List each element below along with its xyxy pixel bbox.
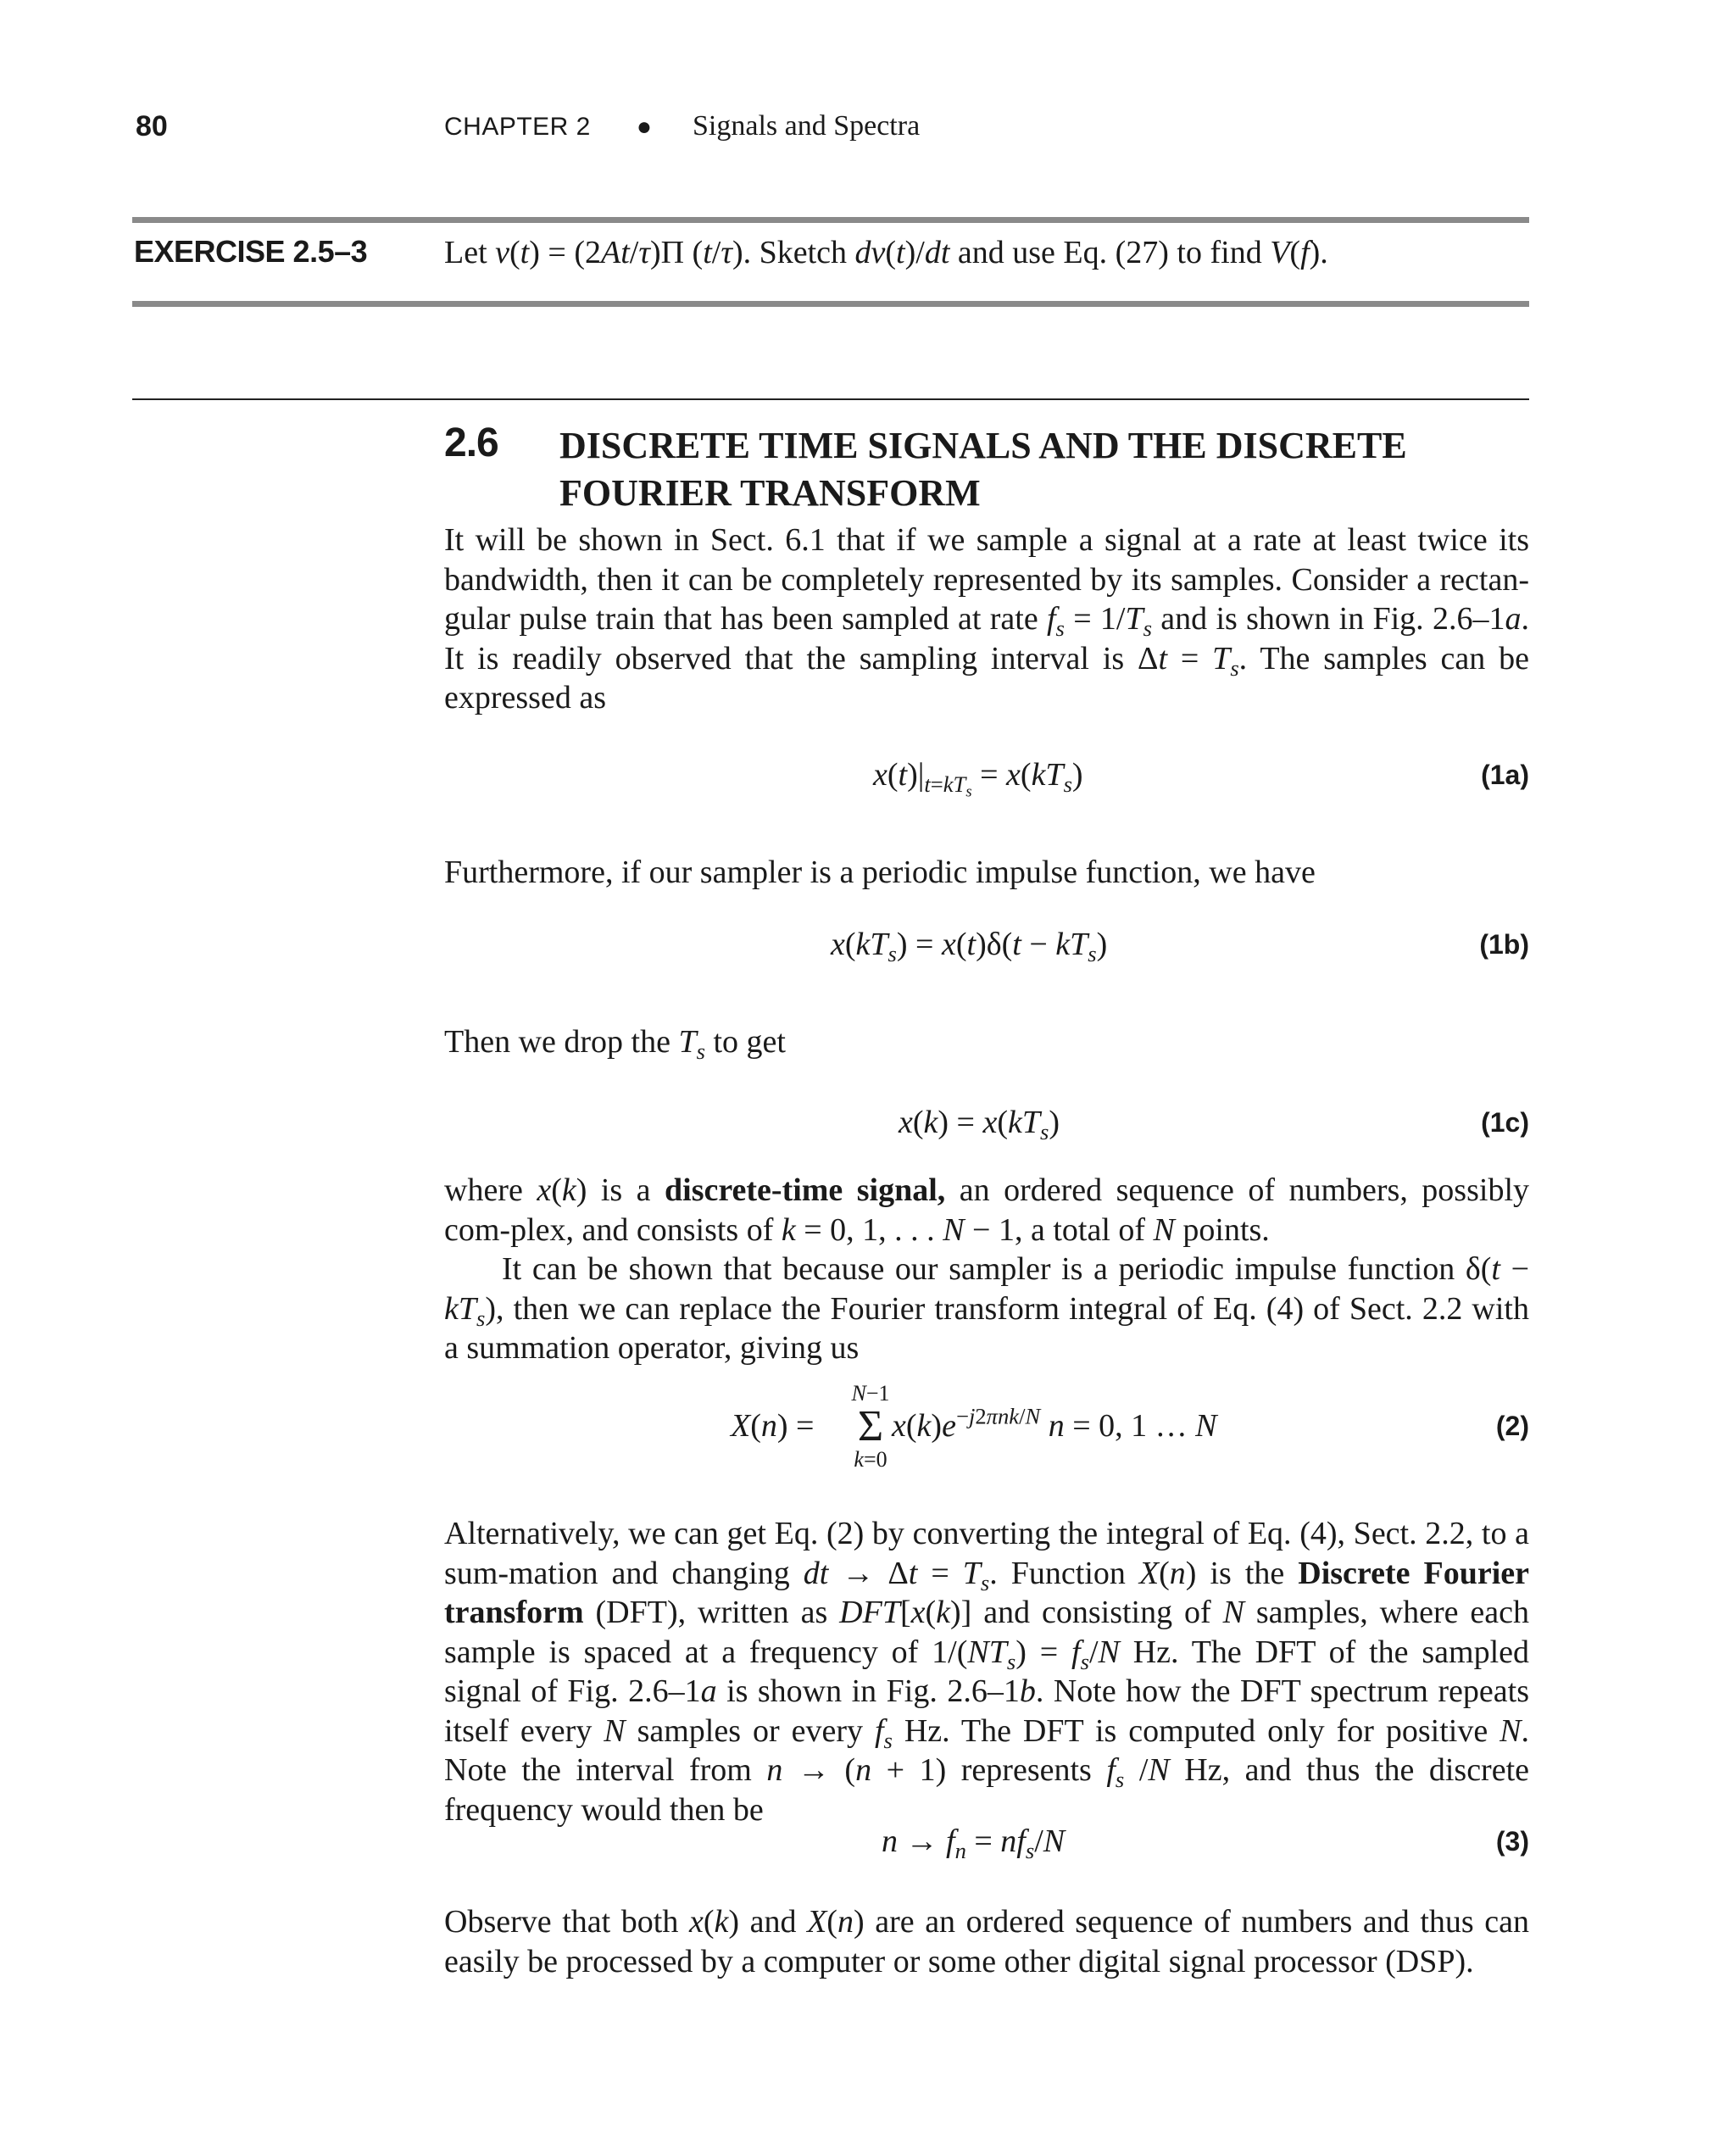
equation-3: $n \to f_n = nf_s/N$: [882, 1823, 1066, 1863]
exercise-text: Let v(t) = (2At/τ)Π (t/τ). Sketch dv(t)/dt and use Eq. (27) to find V(f).: [444, 235, 1328, 270]
exercise-label: EXERCISE 2.5–3: [134, 234, 368, 269]
paragraph-5: Alternatively, we can get Eq. (2) by converting the integral of Eq. (4), Sect. 2.2, to a sum-mation and changing dt → $\Delta t = T_s$. Function X(n) is the Discrete Fourier transform (DFT), written as DFT[x(k)] and consisting of N samples, where each sample is spaced at a frequency of $1/(NT_s) = f_s/N$ Hz. The DFT of the sampled signal of Fig. 2.6–1a is shown in Fig. 2.6–1b. Note how the DFT spectrum repeats itself every N samples or every $f_s$ Hz. The DFT is computed only for positive N. Note the interval from n → (n + 1) represents $f_s$ /N Hz, and thus the discrete frequency would then be: [444, 1516, 1530, 1828]
chapter-label: CHAPTER 2: [444, 113, 591, 141]
equation-2: X(n) = N−1 Σ k=0 $x(k)e^{-j2\pi nk/N}$ n = 0, 1 … N: [731, 1381, 1217, 1472]
paragraph-4: where x(k) is a discrete-time signal, an ordered sequence of numbers, possibly com-plex, and consists of k = 0, 1, . . . N − 1, a total of N points. It can be shown that because our sampler is a periodic impulse function $\delta(t - kT_s)$, then we can replace the Fourier transform integral of Eq. (4) of Sect. 2.2 with a summation operator, giving us: [444, 1172, 1529, 1366]
equation-1b: $x(kT_s) = x(t)\delta(t - kT_s)$: [831, 927, 1108, 966]
page-number: 80: [136, 110, 168, 142]
equation-1b-number: (1b): [1479, 929, 1529, 960]
equation-1c-number: (1c): [1481, 1107, 1529, 1138]
paragraph-3: Then we drop the $T_s$ to get: [444, 1024, 786, 1064]
section-rule: [132, 398, 1529, 400]
bullet-icon: ●: [636, 113, 652, 141]
paragraph-1: It will be shown in Sect. 6.1 that if we sample a signal at a rate at least twice its bandwidth, then it can be completely represented by its samples. Consider a rectan-gular pulse train that has been sampled at rate $f_s = 1/T_s$ and is shown in Fig. 2.6–1a. It is readily observed that the sampling interval is $\Delta t = T_s$. The samples can be expressed as: [444, 522, 1529, 715]
section-title: DISCRETE TIME SIGNALS AND THE DISCRETE FOURIER TRANSFORM: [559, 425, 1407, 514]
paragraph-2: Furthermore, if our sampler is a periodic impulse function, we have: [444, 855, 1316, 890]
equation-1a: $x(t)|_{t=kT_s} = x(kT_s)$: [873, 757, 1083, 801]
equation-3-number: (3): [1495, 1826, 1529, 1857]
running-head: [444, 110, 920, 142]
equation-2-number: (2): [1495, 1411, 1529, 1441]
equation-1c: $x(k) = x(kT_s)$: [899, 1105, 1060, 1144]
exercise-top-rule: [132, 217, 1529, 223]
exercise-bottom-rule: [132, 301, 1529, 307]
section-number: 2.6: [444, 420, 498, 465]
paragraph-6: Observe that both x(k) and X(n) are an ordered sequence of numbers and thus can easily be processed by a computer or some other digital signal processor (DSP).: [444, 1904, 1529, 1979]
equation-1a-number: (1a): [1481, 760, 1529, 790]
chapter-title: Signals and Spectra: [693, 110, 921, 142]
